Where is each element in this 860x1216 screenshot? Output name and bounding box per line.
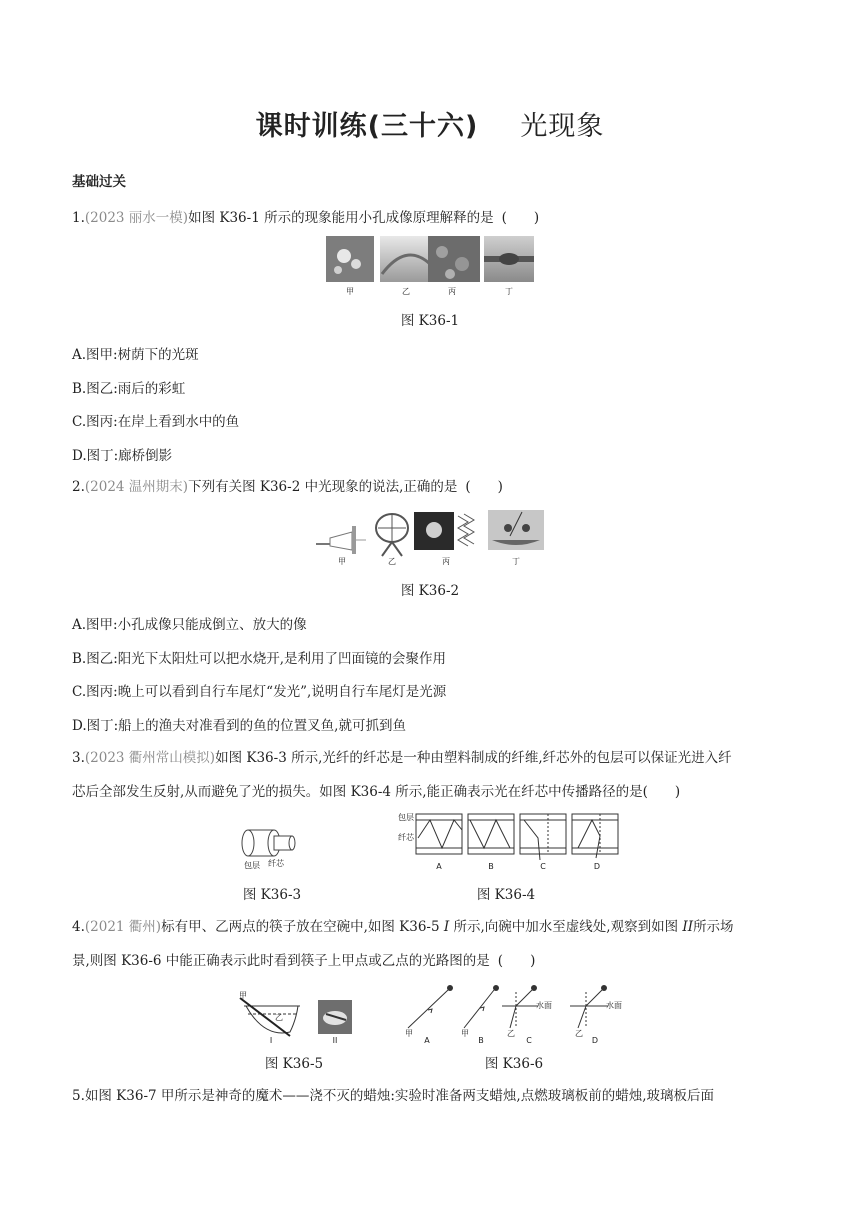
q4-text-a: 标有甲、乙两点的筷子放在空碗中,如图 K36-5 <box>161 919 444 935</box>
fig1-label-jia: 甲 <box>346 287 354 296</box>
q3-text-line2: 芯后全部发生反射,从而避免了光的损失。如图 K36-4 所示,能正确表示光在纤芯中传播路径的是 <box>72 784 643 800</box>
fig1-label-bing: 丙 <box>448 287 456 296</box>
figure-k36-4-caption: 图 K36-4 <box>476 887 536 903</box>
fig2-label-ding: 丁 <box>512 557 520 566</box>
question-5 <box>72 1086 714 1106</box>
q2-text: 下列有关图 K36-2 中光现象的说法,正确的是 <box>188 479 458 495</box>
fig6-option-a: A <box>424 1036 430 1045</box>
q2-number: 2. <box>72 479 85 495</box>
fig6-point-a: 甲 <box>405 1029 413 1038</box>
figure-k36-1 <box>324 234 536 294</box>
q4-text-c: 所示场 <box>693 919 734 935</box>
figure-k36-3-caption: 图 K36-3 <box>242 887 302 903</box>
fiber-drawing <box>236 826 296 860</box>
fig5-label-yi: 乙 <box>275 1013 283 1022</box>
q1-number: 1. <box>72 210 85 226</box>
q4-text-b: 所示,向碗中加水至虚线处,观察到如图 <box>449 919 683 935</box>
figure-k36-1-images <box>324 234 536 294</box>
fig2-label-yi: 乙 <box>388 557 396 566</box>
question-3-line1 <box>72 748 732 768</box>
title-main: 课时训练(三十六) <box>255 111 479 142</box>
fig6-option-c: C <box>526 1036 532 1045</box>
q2-option-c: C.图丙:晚上可以看到自行车尾灯“发光”,说明自行车尾灯是光源 <box>72 684 447 700</box>
q4-source: (2021 衢州) <box>84 919 162 935</box>
fig6-point-d: 乙 <box>575 1029 583 1038</box>
q2-source: (2024 温州期末) <box>84 479 189 495</box>
figure-k36-6-caption: 图 K36-6 <box>484 1056 544 1072</box>
q3-answer-paren: ( ) <box>642 784 681 800</box>
q1-answer-paren: ( ) <box>501 210 540 226</box>
figure-k36-2 <box>312 506 548 568</box>
question-1 <box>72 208 539 228</box>
fig2-label-jia: 甲 <box>338 557 346 566</box>
fig4-option-b: B <box>488 862 494 871</box>
fig4-label-cladding: 包层 <box>398 813 414 822</box>
fig2-label-bing: 丙 <box>442 557 450 566</box>
fig3-label-cladding: 包层 <box>244 861 260 870</box>
q2-option-a: A.图甲:小孔成像只能成倒立、放大的像 <box>72 617 307 633</box>
q1-text: 如图 K36-1 所示的现象能用小孔成像原理解释的是 <box>188 210 494 226</box>
q5-text: 如图 K36-7 甲所示是神奇的魔术——浇不灭的蜡烛:实验时准备两支蜡烛,点燃玻璃板前的蜡烛,玻璃板后面 <box>84 1088 715 1104</box>
q3-source: (2023 衢州常山模拟) <box>84 750 216 766</box>
page-title <box>0 104 860 143</box>
q2-option-d: D.图丁:船上的渔夫对准看到的鱼的位置叉鱼,就可抓到鱼 <box>72 718 406 734</box>
fig6-point-b: 甲 <box>461 1029 469 1038</box>
fig5-label-i: I <box>269 1036 273 1045</box>
fig1-label-ding: 丁 <box>505 287 513 296</box>
figure-k36-4 <box>396 808 628 874</box>
q3-text-line1: 如图 K36-3 所示,光纤的纤芯是一种由塑料制成的纤维,纤芯外的包层可以保证光进入纤 <box>215 750 732 766</box>
q1-source: (2023 丽水一模) <box>84 210 189 226</box>
fig1-label-yi: 乙 <box>402 287 410 296</box>
figure-k36-5-caption: 图 K36-5 <box>264 1056 324 1072</box>
fig5-label-jia: 甲 <box>239 991 247 1000</box>
figure-k36-1-caption: 图 K36-1 <box>400 313 460 329</box>
q5-number: 5. <box>72 1088 85 1104</box>
fig4-option-c: C <box>540 862 546 871</box>
question-4-line2 <box>72 951 535 971</box>
figure-k36-6 <box>398 984 630 1046</box>
fig6-point-c: 乙 <box>507 1029 515 1038</box>
q2-answer-paren: ( ) <box>465 479 503 495</box>
fig4-label-core: 纤芯 <box>398 833 414 842</box>
q4-text-line2: 景,则图 K36-6 中能正确表示此时看到筷子上甲点或乙点的光路图的是 <box>72 953 490 969</box>
q1-option-d: D.图丁:廊桥倒影 <box>72 448 173 464</box>
fig6-option-b: B <box>478 1036 484 1045</box>
q1-option-b: B.图乙:雨后的彩虹 <box>72 381 186 397</box>
question-3-line2 <box>72 782 680 802</box>
q2-option-b: B.图乙:阳光下太阳灶可以把水烧开,是利用了凹面镜的会聚作用 <box>72 651 447 667</box>
q4-number: 4. <box>72 919 85 935</box>
q4-roman-1: I <box>443 919 450 935</box>
fig4-option-a: A <box>436 862 442 871</box>
fig6-water-d: 水面 <box>606 1001 622 1010</box>
section-heading: 基础过关 <box>72 174 126 190</box>
fig3-label-core: 纤芯 <box>268 859 284 868</box>
question-2 <box>72 477 503 497</box>
fig5-label-ii: II <box>332 1036 338 1045</box>
q4-answer-paren: ( ) <box>497 953 536 969</box>
fig6-option-d: D <box>591 1036 599 1045</box>
q4-roman-2: II <box>682 919 694 935</box>
fig6-water-c: 水面 <box>536 1001 552 1010</box>
question-4-line1 <box>72 917 734 937</box>
q1-option-a: A.图甲:树荫下的光斑 <box>72 347 199 363</box>
q3-number: 3. <box>72 750 85 766</box>
figure-k36-2-caption: 图 K36-2 <box>400 583 460 599</box>
figure-k36-3 <box>236 826 296 874</box>
figure-k36-5 <box>234 990 358 1046</box>
q1-option-c: C.图丙:在岸上看到水中的鱼 <box>72 414 240 430</box>
title-sub: 光现象 <box>520 111 605 142</box>
fig4-option-d: D <box>593 862 601 871</box>
